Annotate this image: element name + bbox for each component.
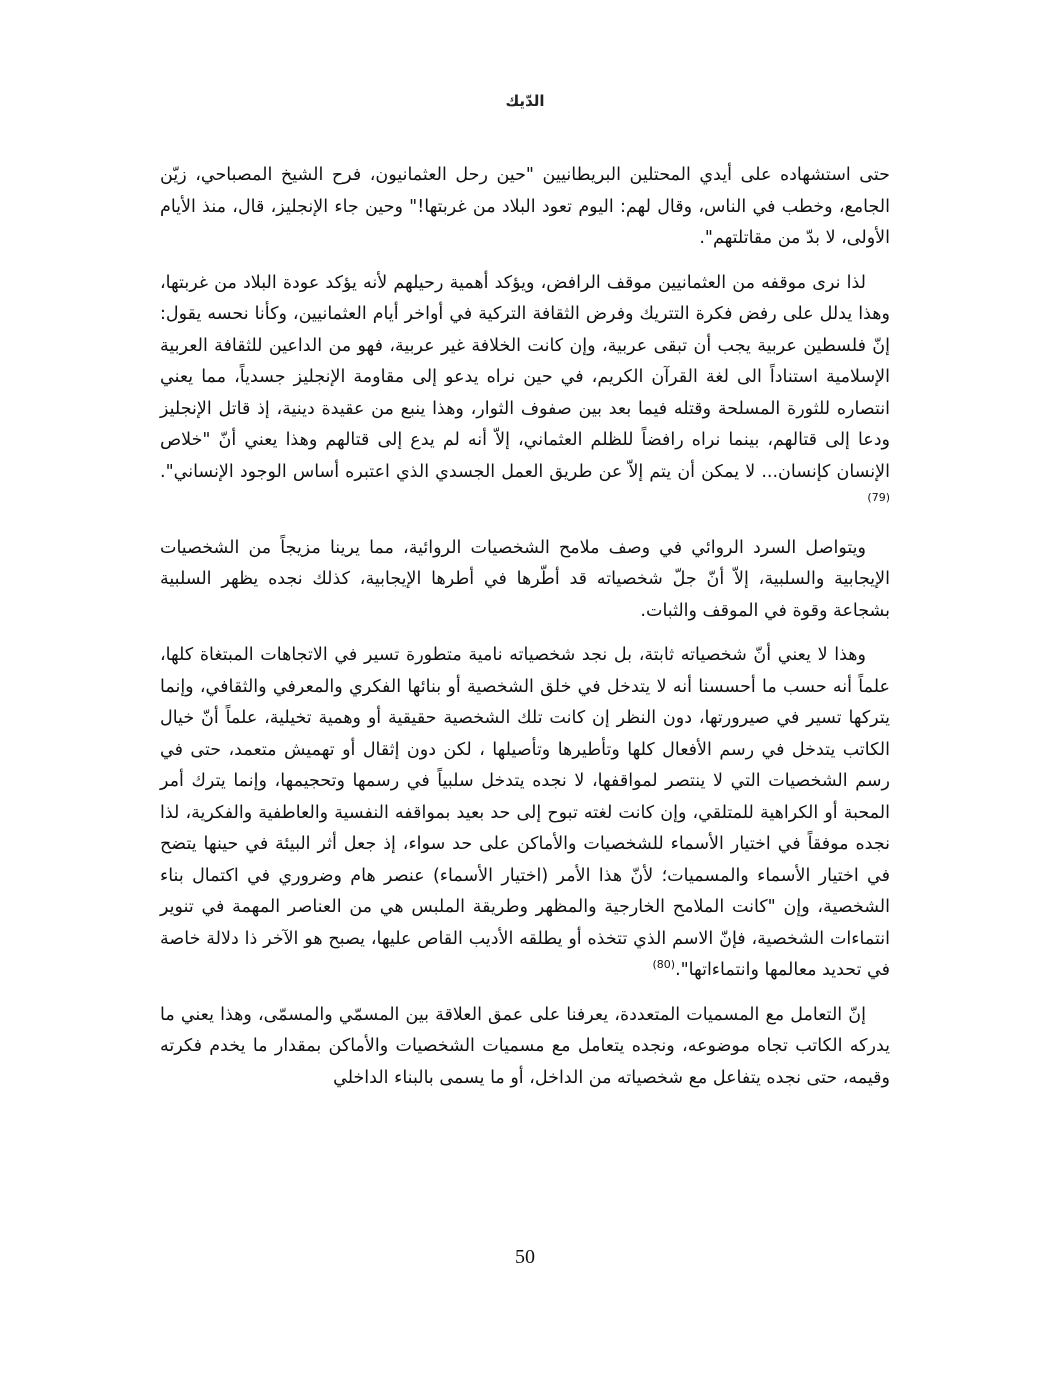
paragraph-1-text: حتى استشهاده على أيدي المحتلين البريطانيين "حين رحل العثمانيون، فرح الشيخ المصباحي، زيّن الجامع، وخطب في الناس، وقال لهم: اليوم تعود البلاد من غربتها!" وحين جاء الإنجليز، قال، منذ الأيام الأولى، لا بدّ من مقاتلتهم". <box>160 165 890 248</box>
paragraph-3 <box>160 533 890 628</box>
paragraph-5 <box>160 1000 890 1095</box>
paragraph-3-text: ويتواصل السرد الروائي في وصف ملامح الشخصيات الروائية، مما يرينا مزيجاً من الشخصيات الإيجابية والسلبية، إلاّ أنّ جلّ شخصياته قد أطّرها في أطرها الإيجابية، كذلك نجده يظهر السلبية بشجاعة وقوة في الموقف والثبات. <box>160 537 890 621</box>
paragraph-5-text: إنّ التعامل مع المسميات المتعددة، يعرفنا على عمق العلاقة بين المسمّي والمسمّى، وهذا يعني ما يدركه الكاتب تجاه موضوعه، ونجده يتعامل مع مسميات الشخصيات والأماكن بمقدار ما يخدم فكرته وقيمه، حتى نجده يتفاعل مع شخصياته من الداخل، أو ما يسمى بالبناء الداخلي <box>160 1004 890 1088</box>
footnote-ref-80[interactable]: (80) <box>652 958 676 972</box>
running-header: الدّيك <box>505 92 545 110</box>
body-text <box>160 160 890 1107</box>
paragraph-1 <box>160 160 890 255</box>
footnote-ref-79[interactable]: (79) <box>867 491 890 505</box>
paragraph-4-text: وهذا لا يعني أنّ شخصياته ثابتة، بل نجد شخصياته نامية متطورة تسير في الاتجاهات المبتغاة كلها، علماً أنه حسب ما أحسسنا أنه لا يتدخل في خلق الشخصية أو بنائها الفكري والمعرفي والثقافي، وإنما يتركها تسير في صيرورتها، دون النظر إن كانت تلك الشخصية حقيقية أو وهمية تخيلية، علماً أنّ خيال الكاتب يتدخل في رسم الأفعال كلها وتأطيرها وتأصيلها ، لكن دون إثقال أو تهميش متعمد، حتى في رسم الشخصيات التي لا ينتصر لمواقفها، لا نجده يتدخل سلبياً في رسمها وتحجيمها، وإنما يترك أمر المحبة أو الكراهية للمتلقي، وإن كانت لغته تبوح إلى حد بعيد بمواقفه النفسية والعاطفية والفكرية، لذا نجده موفقاً في اختيار الأسماء للشخصيات والأماكن على حد سواء، إذ جعل أثر البيئة في حينها يتضح في اختيار الأسماء والمسميات؛ لأنّ هذا الأمر (اختيار الأسماء) عنصر هام وضروري في اكتمال بناء الشخصية، وإن "كانت الملامح الخارجية والمظهر وطريقة الملبس هي من العناصر المهمة في تنوير انتماءات الشخصية، فإنّ الاسم الذي تتخذه أو يطلقه الأديب القاص عليها، يصبح هو الآخر ذا دلالة خاصة في تحديد معالمها وانتماءاتها". <box>160 645 890 980</box>
paragraph-2 <box>160 268 890 520</box>
paragraph-2-text: لذا نرى موقفه من العثمانيين موقف الرافض، ويؤكد أهمية رحيلهم لأنه يؤكد عودة البلاد من غربتها، وهذا يدلل على رفض فكرة التتريك وفرض الثقافة التركية في أواخر أيام العثمانيين، وكأنا نحسه يقول: إنّ فلسطين عربية يجب أن تبقى عربية، وإن كانت الخلافة غير عربية، فهو من الداعين للثقافة العربية الإسلامية استناداً الى لغة القرآن الكريم، في حين نراه يدعو إلى مقاومة الإنجليز جسدياً، مما يعني انتصاره للثورة المسلحة وقتله فيما بعد بين صفوف الثوار، وهذا ينبع من عقيدة دينية، إذ قاتل الإنجليز ودعا إلى قتالهم، بينما نراه رافضاً للظلم العثماني، إلاّ أنه لم يدع إلى قتالهم وهذا يعني أنّ "خلاص الإنسان كإنسان... لا يمكن أن يتم إلاّ عن طريق العمل الجسدي الذي اعتبره أساس الوجود الإنساني". <box>160 272 890 482</box>
paragraph-4 <box>160 640 890 987</box>
page-number: 50 <box>515 1246 535 1268</box>
